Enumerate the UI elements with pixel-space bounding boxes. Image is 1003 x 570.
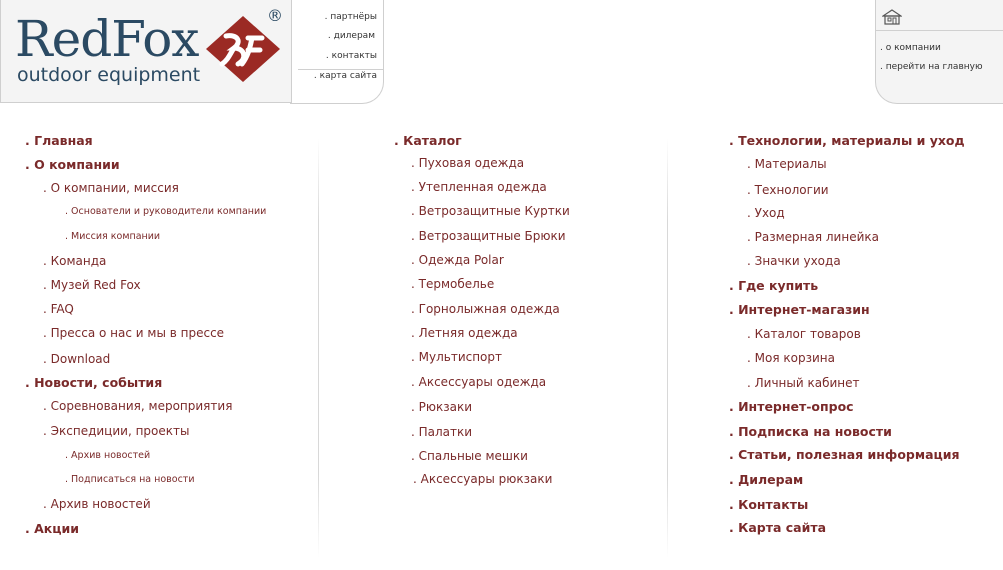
column-divider	[318, 138, 319, 558]
column-divider	[667, 138, 668, 558]
link-about[interactable]: . о компании	[880, 43, 941, 53]
nav-catalog-multisport[interactable]: . Мультиспорт	[411, 350, 503, 364]
nav-contacts[interactable]: . Контакты	[729, 497, 809, 512]
nav-materials[interactable]: . Материалы	[747, 157, 827, 171]
nav-catalog-tents[interactable]: . Палатки	[411, 425, 473, 439]
top-links	[290, 0, 384, 104]
nav-catalog-sleeping-bags[interactable]: . Спальные мешки	[411, 449, 528, 463]
nav-catalog-thermal[interactable]: . Термобелье	[411, 277, 495, 291]
header-left	[0, 0, 383, 103]
nav-dealers[interactable]: . Дилерам	[729, 472, 804, 487]
nav-catalog-summer[interactable]: . Летняя одежда	[411, 326, 518, 340]
logo-brand: RedFox	[15, 10, 199, 68]
registered-mark: ®	[267, 6, 283, 25]
nav-company-mission[interactable]: . Миссия компании	[65, 231, 161, 242]
nav-care[interactable]: . Уход	[747, 206, 785, 220]
divider	[876, 30, 1003, 31]
nav-catalog-clothing-accessories[interactable]: . Аксессуары одежда	[411, 375, 547, 389]
top-link-sitemap[interactable]: . карта сайта	[313, 71, 377, 81]
link-home[interactable]: . перейти на главную	[880, 62, 983, 72]
nav-catalog-backpack-accessories[interactable]: . Аксессуары рюкзаки	[413, 472, 553, 486]
nav-promotions[interactable]: . Акции	[25, 521, 80, 536]
nav-events[interactable]: . Соревнования, мероприятия	[43, 399, 233, 413]
home-icon[interactable]	[882, 9, 902, 25]
nav-news-archive-sub[interactable]: . Архив новостей	[65, 450, 151, 461]
nav-account[interactable]: . Личный кабинет	[747, 376, 860, 390]
nav-founders[interactable]: . Основатели и руководители компании	[65, 206, 267, 217]
nav-press[interactable]: . Пресса о нас и мы в прессе	[43, 326, 225, 340]
nav-articles[interactable]: . Статьи, полезная информация	[729, 447, 960, 462]
nav-news[interactable]: . Новости, события	[25, 375, 163, 390]
top-link-contacts[interactable]: . контакты	[325, 51, 377, 61]
top-link-dealers[interactable]: . дилерам	[327, 31, 375, 41]
nav-technologies[interactable]: . Технологии, материалы и уход	[729, 133, 965, 148]
logo[interactable]	[0, 0, 292, 103]
divider	[298, 69, 383, 70]
top-link-partners[interactable]: . партнёры	[324, 12, 377, 22]
nav-size-chart[interactable]: . Размерная линейка	[747, 230, 879, 244]
nav-about[interactable]: . О компании	[25, 157, 120, 172]
nav-download[interactable]: . Download	[43, 352, 111, 366]
nav-catalog[interactable]: . Каталог	[394, 133, 462, 148]
nav-news-subscription[interactable]: . Подписка на новости	[729, 424, 892, 439]
nav-catalog-ski[interactable]: . Горнолыжная одежда	[411, 302, 560, 316]
nav-online-store[interactable]: . Интернет-магазин	[729, 302, 870, 317]
nav-catalog-insulated[interactable]: . Утепленная одежда	[411, 180, 547, 194]
nav-survey[interactable]: . Интернет-опрос	[729, 399, 854, 414]
nav-catalog-down[interactable]: . Пуховая одежда	[411, 156, 525, 170]
nav-news-subscribe-sub[interactable]: . Подписаться на новости	[65, 474, 195, 485]
nav-about-mission[interactable]: . О компании, миссия	[43, 181, 179, 195]
nav-team[interactable]: . Команда	[43, 254, 107, 268]
nav-product-catalog[interactable]: . Каталог товаров	[747, 327, 861, 341]
nav-home[interactable]: . Главная	[25, 133, 93, 148]
nav-care-icons[interactable]: . Значки ухода	[747, 254, 841, 268]
nav-my-cart[interactable]: . Моя корзина	[747, 351, 835, 365]
nav-news-archive[interactable]: . Архив новостей	[43, 497, 151, 511]
nav-catalog-wind-pants[interactable]: . Ветрозащитные Брюки	[411, 229, 566, 243]
nav-catalog-polar[interactable]: . Одежда Polar	[411, 253, 504, 267]
nav-expeditions[interactable]: . Экспедиции, проекты	[43, 424, 190, 438]
nav-faq[interactable]: . FAQ	[43, 302, 74, 316]
nav-catalog-backpacks[interactable]: . Рюкзаки	[411, 400, 472, 414]
logo-tagline: outdoor equipment	[17, 64, 201, 86]
header-right	[875, 0, 1003, 104]
nav-tech[interactable]: . Технологии	[747, 183, 829, 197]
nav-sitemap[interactable]: . Карта сайта	[729, 520, 827, 535]
nav-catalog-wind-jackets[interactable]: . Ветрозащитные Куртки	[411, 204, 570, 218]
nav-museum[interactable]: . Музей Red Fox	[43, 278, 141, 292]
nav-where-to-buy[interactable]: . Где купить	[729, 278, 819, 293]
